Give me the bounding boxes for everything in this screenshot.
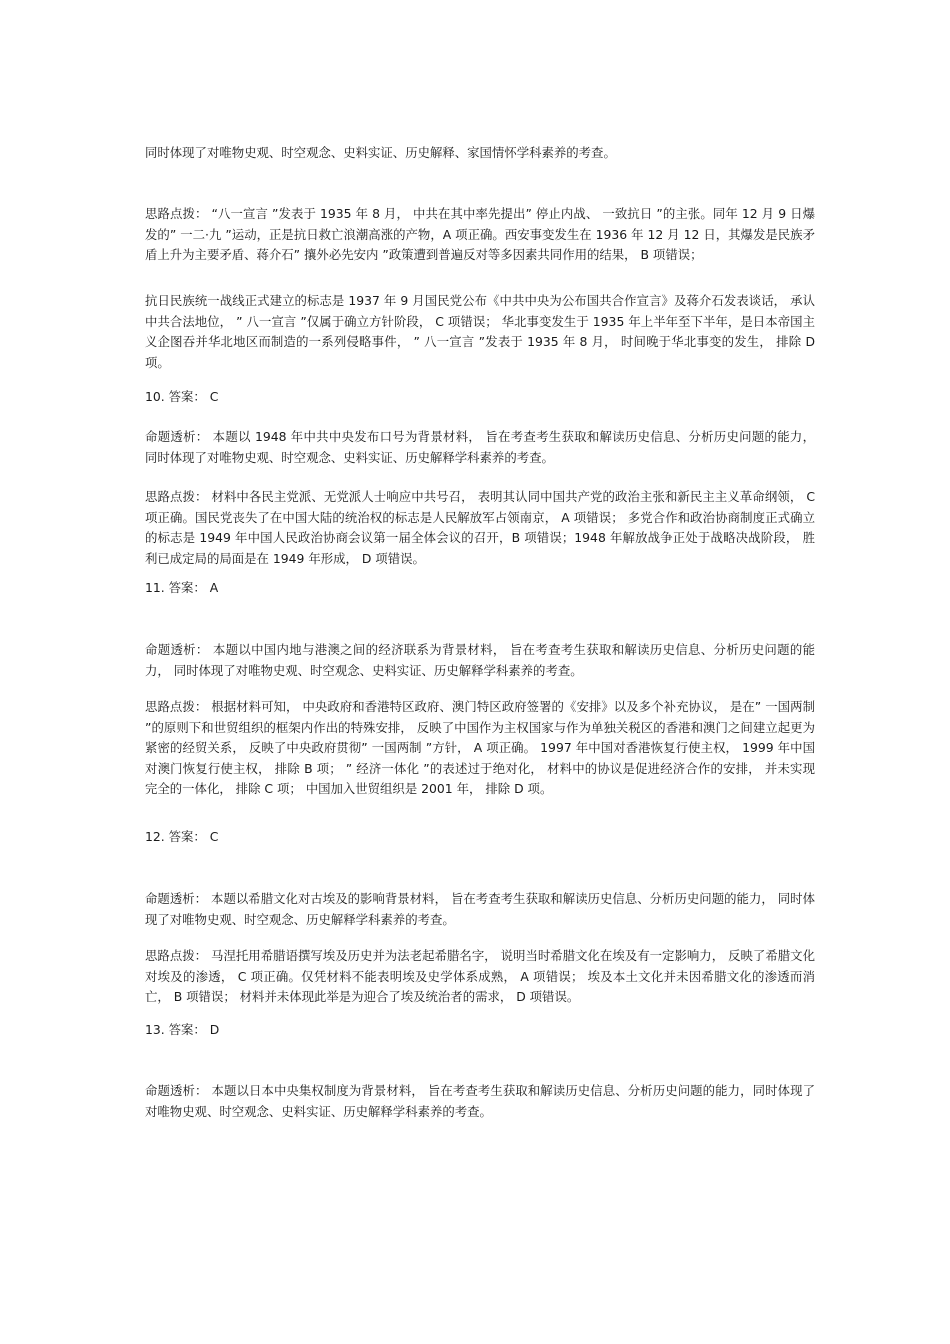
paragraph-analysis-q9-part2: 抗日民族统一战线正式建立的标志是 1937 年 9 月国民党公布《中共中央为公布国共合作宣言》及蒋介石发表谈话， 承认中共合法地位， ” 八一宣言 ”仅属于确立方针阶段， C 项错误； 华北事变发生于 1935 年上半年至下半年，是日本帝国主义企图吞并华北地区而制造的一系列侵略事件， ” 八一宣言 ”发表于 1935 年 8 月， 时间晚于华北事变的发生， 排除 D 项。 [145, 293, 815, 370]
paragraph-intent-q12: 命题透析： 本题以希腊文化对古埃及的影响背景材料， 旨在考查考生获取和解读历史信息、分析历史问题的能力， 同时体现了对唯物史观、时空观念、历史解释学科素养的考查。 [145, 891, 815, 927]
paragraph-literacy-note: 同时体现了对唯物史观、时空观念、史料实证、历史解释、家国情怀学科素养的考查。 [145, 145, 616, 160]
paragraph-analysis-q12: 思路点拨： 马涅托用希腊语撰写埃及历史并为法老起希腊名字， 说明当时希腊文化在埃及有一定影响力， 反映了希腊文化对埃及的渗透， C 项正确。仅凭材料不能表明埃及史学体系成熟， A 项错误； 埃及本土文化并未因希腊文化的渗透而消亡， B 项错误； 材料并未体现此举是为迎合了埃及统治者的需求， D 项错误。 [145, 948, 815, 1004]
paragraph-analysis-q9-part1: 思路点拨： “八一宣言 ”发表于 1935 年 8 月， 中共在其中率先提出” 停止内战、 一致抗日 ”的主张。同年 12 月 9 日爆发的” 一二·九 ”运动，正是抗日救亡浪潮高涨的产物，A 项正确。西安事变发生在 1936 年 12 月 12 日，其爆发是民族矛盾上升为主要矛盾、蒋介石” 攘外必先安内 ”政策遭到普遍反对等多因素共同作用的结果， B 项错误； [145, 206, 815, 262]
answer-q13: 13. 答案： D [145, 1022, 220, 1037]
paragraph-intent-q13: 命题透析： 本题以日本中央集权制度为背景材料， 旨在考查考生获取和解读历史信息、分析历史问题的能力，同时体现了对唯物史观、时空观念、史料实证、历史解释学科素养的考查。 [145, 1083, 815, 1119]
paragraph-analysis-q11: 思路点拨： 根据材料可知， 中央政府和香港特区政府、澳门特区政府签署的《安排》以及多个补充协议， 是在” 一国两制 ”的原则下和世贸组织的框架内作出的特殊安排， 反映了中国作为主权国家与作为单独关税区的香港和澳门之间建立起更为紧密的经贸关系， 反映了中央政府贯彻” 一国两制 ”方针， A 项正确。 1997 年中国对香港恢复行使主权， 1999 年中国对澳门恢复行使主权， 排除 B 项； ” 经济一体化 ”的表述过于绝对化， 材料中的协议是促进经济合作的安排， 并未实现完全的一体化， 排除 C 项； 中国加入世贸组织是 2001 年， 排除 D 项。 [145, 699, 815, 796]
answer-q12: 12. 答案： C [145, 829, 219, 844]
paragraph-analysis-q10: 思路点拨： 材料中各民主党派、无党派人士响应中共号召， 表明其认同中国共产党的政治主张和新民主主义革命纲领， C 项正确。国民党丧失了在中国大陆的统治权的标志是人民解放军占领南京， A 项错误； 多党合作和政治协商制度正式确立的标志是 1949 年中国人民政治协商会议第一届全体会议的召开，B 项错误；1948 年解放战争正处于战略决战阶段， 胜利已成定局的局面是在 1949 年形成， D 项错误。 [145, 489, 815, 566]
answer-q11: 11. 答案： A [145, 580, 219, 595]
answer-q10: 10. 答案： C [145, 389, 219, 404]
paragraph-intent-q11: 命题透析： 本题以中国内地与港澳之间的经济联系为背景材料， 旨在考查考生获取和解读历史信息、分析历史问题的能力， 同时体现了对唯物史观、时空观念、史料实证、历史解释学科素养的考查。 [145, 642, 815, 678]
paragraph-intent-q10: 命题透析： 本题以 1948 年中共中央发布口号为背景材料， 旨在考查考生获取和解读历史信息、分析历史问题的能力， 同时体现了对唯物史观、时空观念、史料实证、历史解释学科素养的考查。 [145, 429, 815, 465]
